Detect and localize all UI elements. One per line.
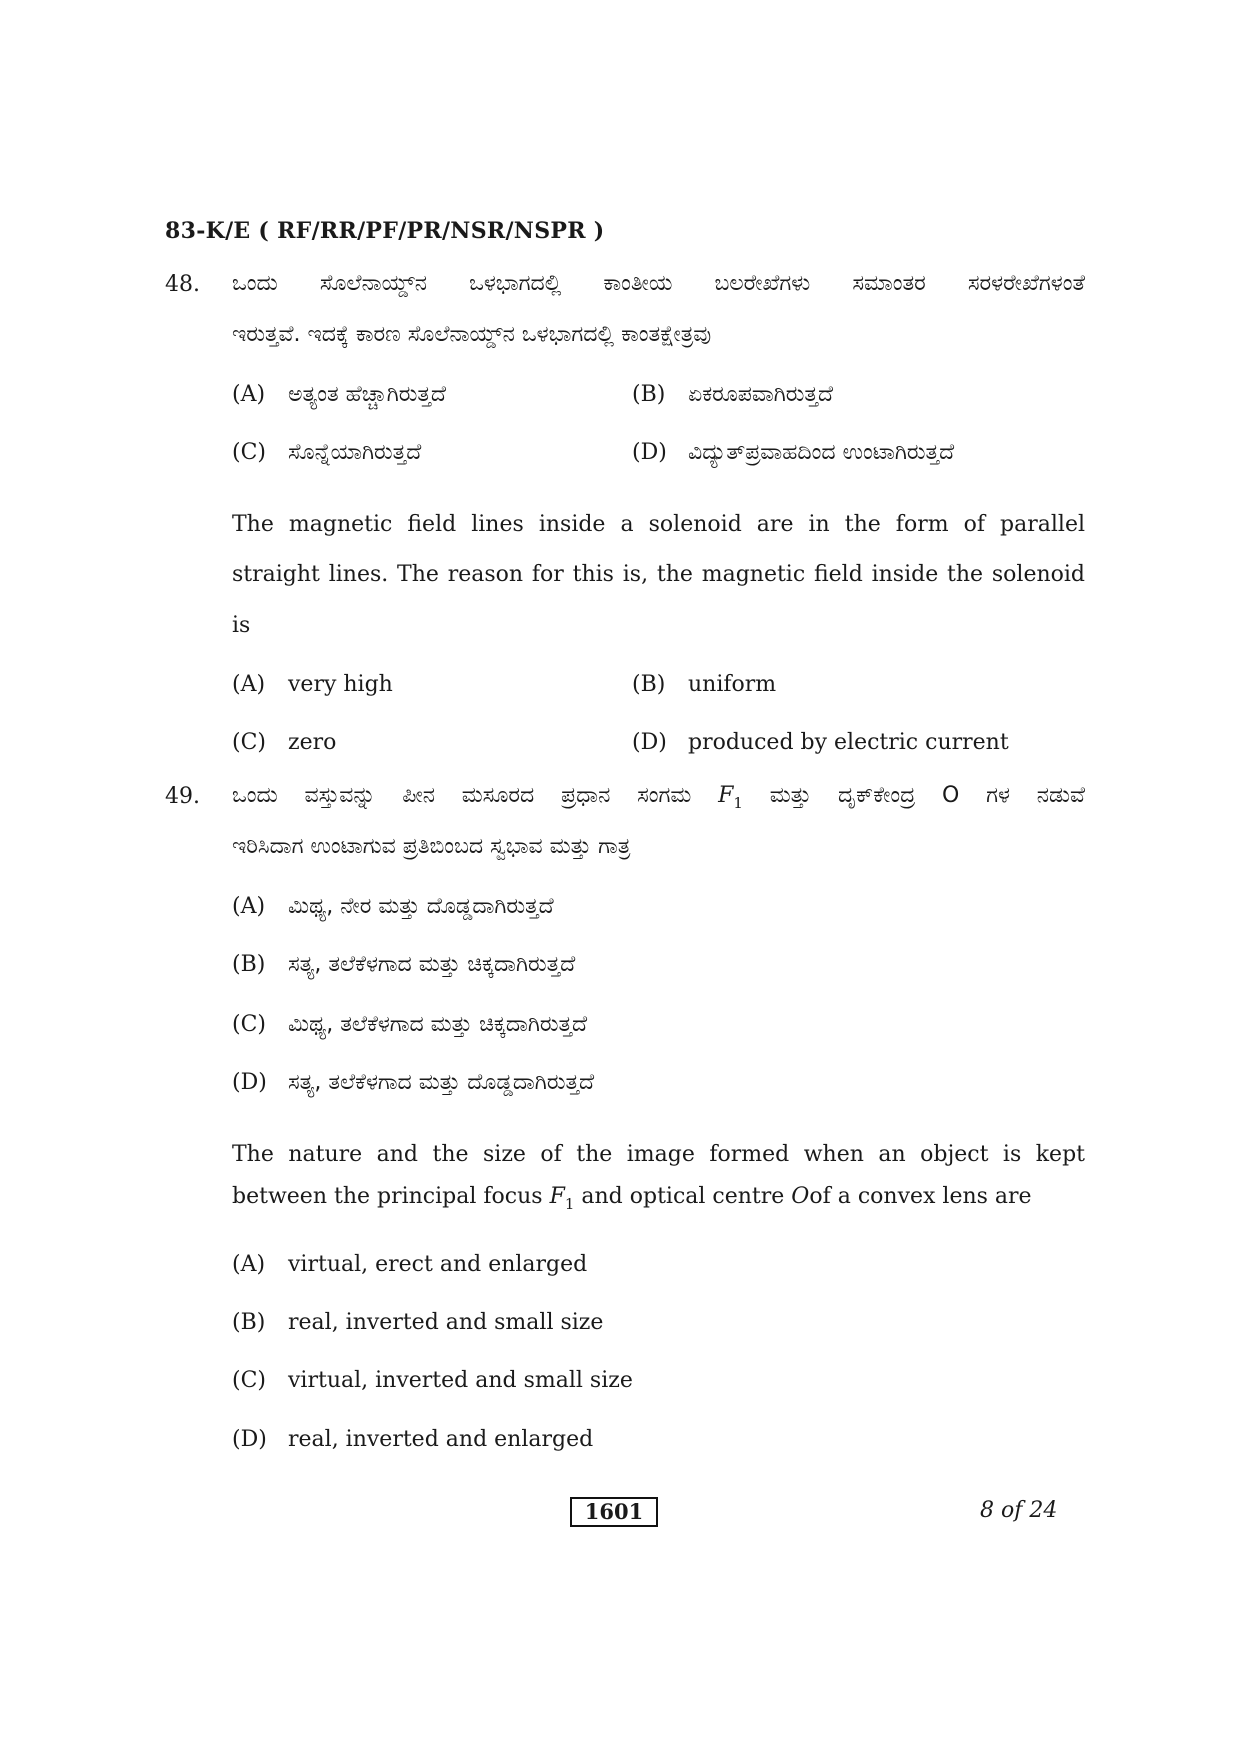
option-text: ವಿದ್ಯುತ್‌ಪ್ರವಾಹದಿಂದ ಉಂಟಾಗಿರುತ್ತದೆ <box>688 440 955 465</box>
option-label: (B) <box>632 672 666 697</box>
paper-serial-code: 1601 <box>570 1497 658 1527</box>
option-text: ಸತ್ಯ, ತಲೆಕೆಳಗಾದ ಮತ್ತು ಚಿಕ್ಕದಾಗಿರುತ್ತದೆ <box>288 952 576 977</box>
option-text: produced by electric current <box>688 730 1009 755</box>
option-label: (B) <box>632 382 666 407</box>
option-label: (B) <box>232 1310 266 1335</box>
option-label: (A) <box>232 1252 266 1277</box>
principal-focus-symbol: $F_1$ <box>549 1184 575 1213</box>
q49-english-line-1: The nature and the size of the image formed when an object is kept <box>232 1142 1085 1167</box>
option-text: virtual, inverted and small size <box>288 1368 633 1393</box>
option-label: (B) <box>232 952 266 977</box>
q49-en-option-a <box>232 1252 587 1277</box>
q48-en-option-d <box>632 730 1009 755</box>
principal-focus-symbol: $F_1$ <box>718 783 743 812</box>
q49-kn-option-d <box>232 1070 594 1095</box>
option-label: (C) <box>232 1368 266 1393</box>
q48-kannada-line-2: ಇರುತ್ತವೆ. ಇದಕ್ಕೆ ಕಾರಣ ಸೊಲೆನಾಯ್ಡ್‌ನ ಒಳಭಾಗದಲ್ಲಿ ಕಾಂತಕ್ಷೇತ್ರವು <box>232 322 712 347</box>
q49-english-line-2: between the principal focus $F_1$ and optical centre Oof a convex lens are <box>232 1184 1032 1213</box>
q48-english-line-3: is <box>232 613 251 638</box>
paper-code-header: 83-K/E ( RF/RR/PF/PR/NSR/NSPR ) <box>165 218 605 244</box>
question-48 <box>165 272 1085 772</box>
q49-kannada-line-2: ಇರಿಸಿದಾಗ ಉಂಟಾಗುವ ಪ್ರತಿಬಿಂಬದ ಸ್ವಭಾವ ಮತ್ತು ಗಾತ್ರ <box>232 834 631 859</box>
option-text: real, inverted and small size <box>288 1310 604 1335</box>
optical-centre-symbol: O <box>791 1184 810 1209</box>
q48-english-line-2: straight lines. The reason for this is, the magnetic field inside the solenoid <box>232 562 1085 587</box>
option-text: ಮಿಥ್ಯ, ನೇರ ಮತ್ತು ದೊಡ್ಡದಾಗಿರುತ್ತದೆ <box>288 894 554 919</box>
q49-kn-option-a <box>232 894 554 919</box>
q49-en-option-c <box>232 1368 633 1393</box>
q48-kn-option-d <box>632 440 954 465</box>
q49-kannada-line-1 <box>232 770 1085 823</box>
option-label: (A) <box>232 894 266 919</box>
option-label: (A) <box>232 382 266 407</box>
option-text: ಸೊನ್ನೆಯಾಗಿರುತ್ತದೆ <box>288 440 422 465</box>
question-49 <box>165 784 1085 1464</box>
q48-english-line-1: The magnetic field lines inside a solenoid are in the form of parallel <box>232 512 1085 537</box>
option-label: (D) <box>232 1427 267 1452</box>
q49-en-option-d <box>232 1427 593 1452</box>
option-text: ಸತ್ಯ, ತಲೆಕೆಳಗಾದ ಮತ್ತು ದೊಡ್ಡದಾಗಿರುತ್ತದೆ <box>288 1070 595 1095</box>
q48-kn-option-b <box>632 382 833 407</box>
option-label: (C) <box>232 1012 266 1037</box>
q48-en-option-c <box>232 730 336 755</box>
option-text: ಅತ್ಯಂತ ಹೆಚ್ಚಾಗಿರುತ್ತದೆ <box>288 382 446 407</box>
option-text: real, inverted and enlarged <box>288 1427 594 1452</box>
option-label: (D) <box>232 1070 267 1095</box>
q49-kn-option-b <box>232 952 575 977</box>
option-text: virtual, erect and enlarged <box>288 1252 588 1277</box>
option-text: ಮಿಥ್ಯ, ತಲೆಕೆಳಗಾದ ಮತ್ತು ಚಿಕ್ಕದಾಗಿರುತ್ತದೆ <box>288 1012 588 1037</box>
option-text: uniform <box>688 672 777 697</box>
q49-kannada-line-1-start: ಒಂದು ವಸ್ತುವನ್ನು ಪೀನ ಮಸೂರದ ಪ್ರಧಾನ ಸಂಗಮ <box>232 783 692 808</box>
page-number: 8 of 24 <box>980 1498 1058 1523</box>
option-label: (A) <box>232 672 266 697</box>
option-label: (C) <box>232 730 266 755</box>
q49-kn-option-c <box>232 1012 587 1037</box>
option-label: (D) <box>632 730 667 755</box>
option-label: (C) <box>232 440 266 465</box>
question-number: 48. <box>165 272 200 297</box>
q49-kannada-line-1-end: ಮತ್ತು ದೃಕ್‌ಕೇಂದ್ರ O ಗಳ ನಡುವೆ <box>769 783 1085 808</box>
option-text: very high <box>288 672 393 697</box>
option-label: (D) <box>632 440 667 465</box>
option-text: zero <box>288 730 337 755</box>
question-number: 49. <box>165 784 200 809</box>
q48-kn-option-c <box>232 440 421 465</box>
q48-kannada-line-1: ಒಂದು ಸೊಲೆನಾಯ್ಡ್‌ನ ಒಳಭಾಗದಲ್ಲಿ ಕಾಂತೀಯ ಬಲರೇಖೆಗಳು ಸಮಾಂತರ ಸರಳರೇಖೆಗಳಂತೆ <box>232 271 1085 296</box>
q49-en-option-b <box>232 1310 603 1335</box>
q48-kn-option-a <box>232 382 446 407</box>
q48-en-option-b <box>632 672 776 697</box>
q48-en-option-a <box>232 672 393 697</box>
option-text: ಏಕರೂಪವಾಗಿರುತ್ತದೆ <box>688 382 834 407</box>
